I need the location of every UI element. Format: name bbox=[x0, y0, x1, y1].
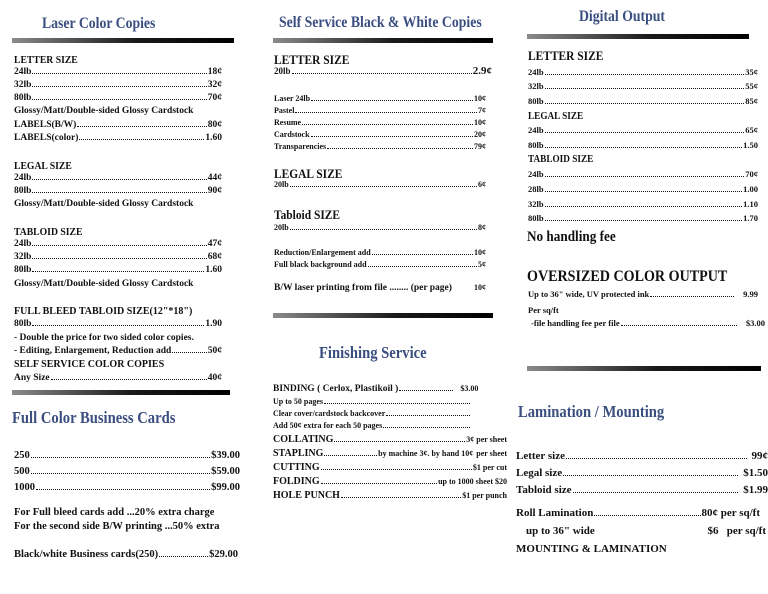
price-row: Roll Lamination 80¢ per sq/ft bbox=[516, 507, 760, 519]
price-row: 24lb 44¢ bbox=[14, 173, 222, 183]
glossy-note: Glossy/Matt/Double-sided Glossy Cardstock bbox=[14, 199, 194, 209]
bw-copies-title: Self Service Black & White Copies bbox=[279, 14, 482, 31]
section-divider bbox=[12, 390, 230, 395]
price-row: 32lb 68¢ bbox=[14, 252, 222, 262]
price-row: 24lb 35¢ bbox=[528, 67, 758, 77]
price-row: Full black background add 5¢ bbox=[274, 260, 486, 269]
price-row: 32lb 55¢ bbox=[528, 81, 758, 91]
price-row: - Editing, Enlargement, Reduction add 50¢ bbox=[14, 346, 222, 356]
selfservice-heading: SELF SERVICE COLOR COPIES bbox=[14, 359, 165, 370]
section-divider bbox=[273, 313, 493, 318]
laser-letter-heading: LETTER SIZE bbox=[14, 54, 78, 66]
per-sqft-note: Per sq/ft bbox=[528, 305, 559, 315]
price-row: Any Size 40¢ bbox=[14, 373, 222, 383]
price-row: 20lb 2.9¢ bbox=[274, 65, 492, 77]
price-row: 24lb 65¢ bbox=[528, 125, 758, 135]
price-row: up to 36" wide $6 per sq/ft bbox=[526, 525, 766, 537]
finishing-title: Finishing Service bbox=[319, 343, 427, 362]
price-row: 80lb 85¢ bbox=[528, 96, 758, 106]
laser-legal-heading: LEGAL SIZE bbox=[14, 160, 72, 172]
digital-letter-heading: LETTER SIZE bbox=[528, 48, 604, 63]
bw-legal-heading: LEGAL SIZE bbox=[274, 166, 343, 181]
price-row: 1000 $99.00 bbox=[14, 482, 240, 493]
binding-row: BINDING ( Cerlox, Plastikoil ) $3.00 bbox=[273, 384, 479, 394]
price-row: Tabloid size $1.99 bbox=[516, 484, 768, 496]
laser-tabloid-heading: TABLOID SIZE bbox=[14, 226, 83, 238]
price-row: 20lb 8¢ bbox=[274, 223, 486, 232]
bw-letter-heading: LETTER SIZE bbox=[274, 52, 350, 67]
price-row: Black/white Business cards(250) $29.00 bbox=[14, 549, 238, 560]
price-row: 24lb 18¢ bbox=[14, 67, 222, 77]
price-row: Cardstock 20¢ bbox=[274, 130, 486, 139]
price-row: Letter size 99¢ bbox=[516, 450, 768, 462]
price-row: 28lb 1.00 bbox=[528, 184, 758, 194]
price-row: 500 $59.00 bbox=[14, 466, 240, 477]
digital-tabloid-heading: TABLOID SIZE bbox=[528, 154, 594, 165]
price-row: LABELS(color) 1.60 bbox=[14, 133, 222, 143]
folding-row: FOLDING up to 1000 sheet $20 bbox=[273, 476, 507, 487]
price-row: -file handling fee per file $3.00 bbox=[531, 318, 765, 328]
holepunch-row: HOLE PUNCH $1 per punch bbox=[273, 490, 507, 501]
price-row: 24lb 70¢ bbox=[528, 169, 758, 179]
bw-tabloid-heading: Tabloid SIZE bbox=[274, 207, 341, 222]
price-row: Legal size $1.50 bbox=[516, 467, 768, 479]
price-row: Transparencies 79¢ bbox=[274, 142, 486, 151]
mounting-lamination: MOUNTING & LAMINATION bbox=[516, 543, 667, 555]
glossy-note: Glossy/Matt/Double-sided Glossy Cardstock bbox=[14, 106, 194, 116]
price-row: Laser 24lb 10¢ bbox=[274, 94, 486, 103]
binding-note: Clear cover/cardstock backcover bbox=[273, 409, 471, 419]
business-cards-title: Full Color Business Cards bbox=[12, 408, 176, 427]
binding-note: Add 50¢ extra for each 50 pages bbox=[273, 421, 471, 431]
second-side-note: For the second side B/W printing ...50% extra bbox=[14, 521, 220, 532]
price-row: 32lb 1.10 bbox=[528, 199, 758, 209]
price-row: Reduction/Enlargement add 10¢ bbox=[274, 248, 486, 257]
price-row: 80lb 1.90 bbox=[14, 319, 222, 329]
section-divider bbox=[12, 38, 234, 43]
fullbleed-heading: FULL BLEED TABLOID SIZE(12"*18") bbox=[14, 306, 193, 317]
price-row: 80lb 90¢ bbox=[14, 186, 222, 196]
digital-legal-heading: LEGAL SIZE bbox=[528, 111, 584, 122]
price-row: 80lb 1.50 bbox=[528, 140, 758, 150]
price-row: 250 $39.00 bbox=[14, 450, 240, 461]
stapling-row: STAPLING by machine 3¢. by hand 10¢ per sheet bbox=[273, 448, 507, 459]
collating-row: COLLATING 3¢ per sheet bbox=[273, 434, 507, 445]
section-divider bbox=[527, 34, 749, 39]
price-row: 32lb 32¢ bbox=[14, 80, 222, 90]
price-row: B/W laser printing from file ........ (per page) 10¢ bbox=[274, 283, 486, 293]
price-row: LABELS(B/W) 80¢ bbox=[14, 120, 222, 130]
price-row: Pastel 7¢ bbox=[274, 106, 486, 115]
glossy-note: Glossy/Matt/Double-sided Glossy Cardstock bbox=[14, 279, 194, 289]
price-row: 24lb 47¢ bbox=[14, 239, 222, 249]
fullbleed-card-note: For Full bleed cards add ...20% extra charge bbox=[14, 507, 215, 518]
cutting-row: CUTTING $1 per cut bbox=[273, 462, 507, 473]
laser-color-title: Laser Color Copies bbox=[42, 15, 156, 32]
price-row: Resume 10¢ bbox=[274, 118, 486, 127]
binding-note: Up to 50 pages bbox=[273, 397, 471, 407]
digital-output-title: Digital Output bbox=[579, 8, 666, 25]
no-handling-fee: No handling fee bbox=[527, 229, 616, 245]
section-divider bbox=[527, 366, 761, 371]
price-row: 80lb 70¢ bbox=[14, 93, 222, 103]
lamination-title: Lamination / Mounting bbox=[518, 402, 665, 421]
double-note: - Double the price for two sided color copies. bbox=[14, 333, 194, 343]
price-row: 80lb 1.70 bbox=[528, 213, 758, 223]
oversized-title: OVERSIZED COLOR OUTPUT bbox=[527, 268, 728, 285]
price-row: Up to 36" wide, UV protected ink 9.99 bbox=[528, 289, 758, 299]
price-row: 80lb 1.60 bbox=[14, 265, 222, 275]
section-divider bbox=[273, 38, 493, 43]
price-row: 20lb 6¢ bbox=[274, 180, 486, 189]
